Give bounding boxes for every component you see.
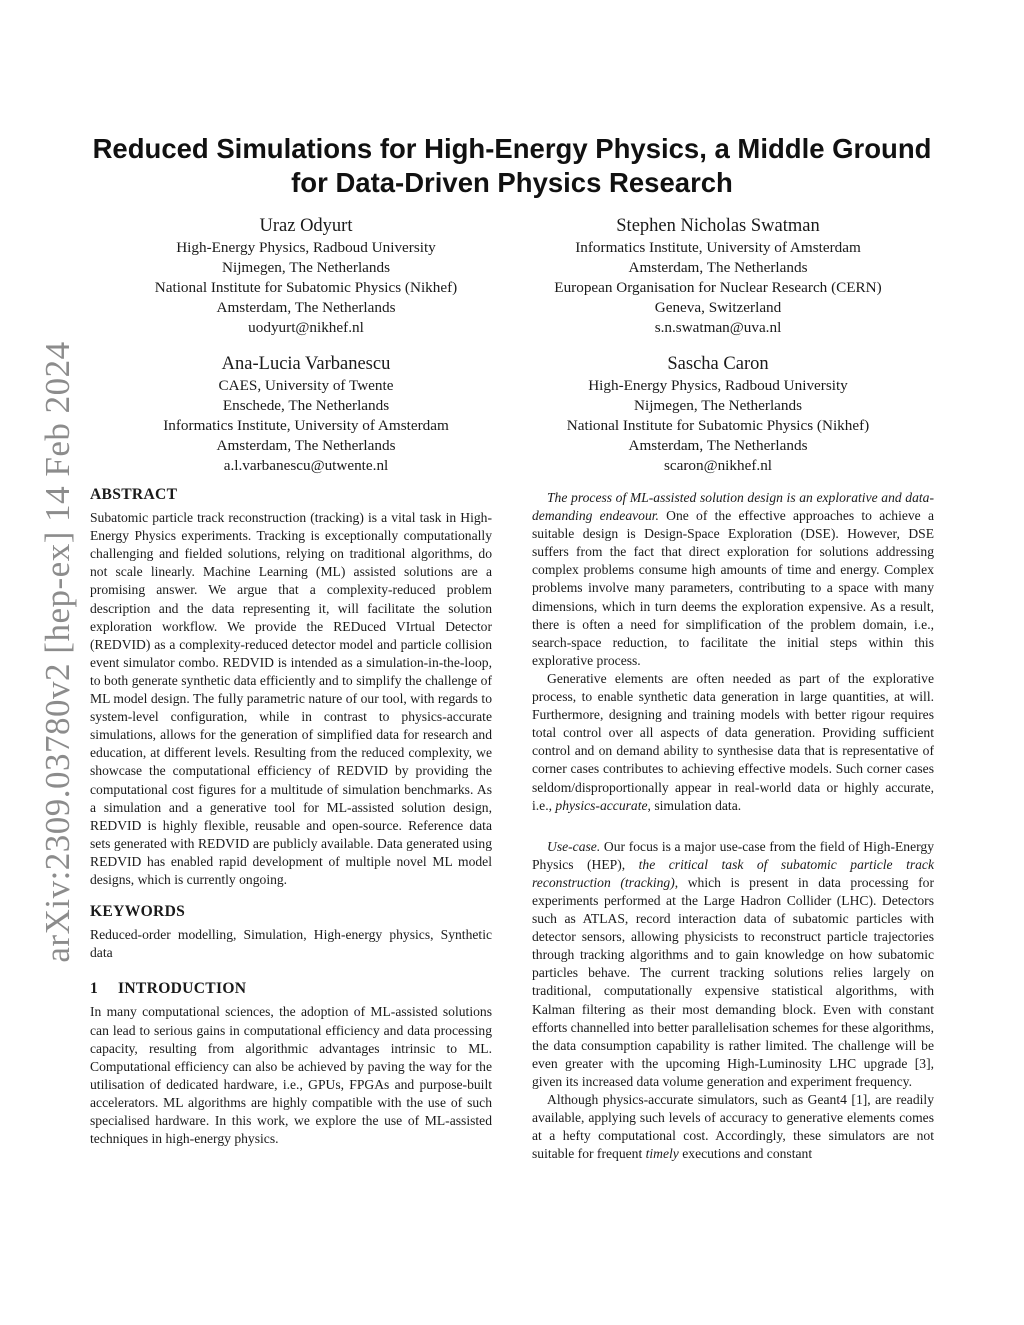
paragraph-generative xyxy=(532,670,934,815)
paragraph-text: Generative elements are often needed as part of the explorative process, to enable synthetic data generation in large quantities, at will. Furthermore, designing and training models with better rigour requires total control over all aspects of data generation. Providing sufficient control and on demand ability to synthesise data that is representative of corner cases contributes to achieving effective models. Such corner cases seldom/disproportionally appear in real-world data or highly accurate, i.e., xyxy=(532,670,934,813)
author-block-caron xyxy=(518,352,918,476)
paragraph-dse xyxy=(532,489,934,670)
author-affiliation: Informatics Institute, University of Amsterdam xyxy=(163,417,449,434)
paragraph-text: Our focus is a major use-case from the field of High-Energy Physics (HEP), xyxy=(532,838,934,872)
author-affiliation: Informatics Institute, University of Amsterdam xyxy=(575,239,861,256)
paragraph-use-case xyxy=(532,838,934,1091)
emphasis-text: physics-accurate xyxy=(555,797,648,813)
introduction-heading xyxy=(90,980,492,998)
author-affiliation: European Organisation for Nuclear Research (CERN) xyxy=(554,279,882,296)
author-affiliation: High-Energy Physics, Radboud University xyxy=(176,239,436,256)
author-location: Amsterdam, The Netherlands xyxy=(628,437,808,454)
author-email: scaron@nikhef.nl xyxy=(663,457,773,474)
paragraph-simulators xyxy=(532,1091,934,1163)
keywords-heading: KEYWORDS xyxy=(90,903,186,921)
section-number: 1 xyxy=(90,980,99,998)
author-location: Amsterdam, The Netherlands xyxy=(628,259,808,276)
paragraph-text: Although physics-accurate simulators, such as Geant4 [1], are readily available, applying such levels of accuracy to generative elements comes at a hefty computational cost. Accordingly, these simulators are not suitable for frequent xyxy=(532,1092,934,1162)
emphasis-text: The process of ML-assisted solution design is an explorative and data-demanding endeavour. xyxy=(532,490,934,524)
keywords-text: Reduced-order modelling, Simulation, High-energy physics, Synthetic data xyxy=(90,927,492,961)
author-location: Geneva, Switzerland xyxy=(654,299,782,316)
paper-title xyxy=(80,132,944,200)
author-block-varbanescu xyxy=(106,352,506,476)
title-line-2: for Data-Driven Physics Research xyxy=(291,167,733,198)
left-column xyxy=(90,486,492,1148)
abstract-text: Subatomic particle track reconstruction (tracking) is a vital task in High-Energy Physics experiments. Tracking is exceptionally computationally challenging and fielded solutions, relying on traditional algorithms, do not scale linearly. Machine Learning (ML) assisted solutions are a promising answer. We argue that a complexity-reduced problem description and the data representing it, will facilitate the solution exploration workflow. We provide the REDuced VIrtual Detector (REDVID) as a complexity-reduced detector model and particle collision event simulator combo. REDVID is intended as a simulation-in-the-loop, to both generate synthetic data efficiently and to simplify the challenge of ML model design. The fully parametric nature of our tool, with regards to system-level configuration, while in contrast to physics-accurate simulations, allows for the generation of simplified data for research and education, at different levels. Resulting from the reduced complexity, we showcase the computational efficiency of REDVID by providing the computational cost figures for a multitude of simulation benchmarks. As a simulation and a generative tool for ML-assisted solution design, REDVID is highly flexible, reusable and open-source. Reference data sets generated with REDVID are publicly available. Data generated using REDVID has enabled rapid development of multiple novel ML model designs, which is currently ongoing. xyxy=(90,510,492,887)
introduction-paragraph: In many computational sciences, the adoption of ML-assisted solutions can lead to serious gains in computational efficiency and data processing capacity, resulting from algorithmic advantages intrinsic to ML. Computational efficiency can also be achieved by paving the way for the utilisation of dedicated hardware, i.e., GPUs, FPGAs and purpose-built accelerators. ML algorithms are highly compatible with the use of such specialised hardware. In this work, we explore the use of ML-assisted techniques in high-energy physics. xyxy=(90,1004,492,1147)
author-name: Stephen Nicholas Swatman xyxy=(616,216,820,236)
arxiv-identifier: arXiv:2309.03780v2 [hep-ex] 14 Feb 2024 xyxy=(38,341,77,963)
abstract-heading: ABSTRACT xyxy=(90,486,178,503)
author-name: Sascha Caron xyxy=(667,354,769,374)
paragraph-text: , simulation data. xyxy=(647,797,742,813)
paragraph-text: One of the effective approaches to achieve a suitable design is Design-Space Exploration (DSE). However, DSE suffers from the fact that direct exploration for solutions addressing complex problems consume high amounts of time and energy. Complex problems involve many parameters, contributing to a space with many dimensions, which in turn deems the exploration expensive. As a result, there is often a need for simplification of the problem domain, i.e., search-space reduction, to facilitate the initial steps within this explorative process. xyxy=(532,508,934,668)
emphasis-text: the critical task of subatomic particle track reconstruction (tracking) xyxy=(532,856,934,890)
author-location: Enschede, The Netherlands xyxy=(222,397,390,414)
author-location: Amsterdam, The Netherlands xyxy=(216,299,396,316)
paragraph-text: , which is present in data processing for experiments performed at the Large Hadron Collider (LHC). Detectors such as ATLAS, record interaction data of subatomic particles with detector sensors, allowing physicists to reconstruct particle trajectories through tracking algorithms and to gain knowledge on how subatomic particles behave. The current tracking solutions relies largely on traditional, computationally expensive statistical algorithms, with Kalman filtering as their most demanding block. Even with constant efforts channelled into better parallelisation schemes for these algorithms, the data consumption capability is rather limited. The challenge will be even greater with the upcoming High-Luminosity LHC upgrade [3], given its increased data volume generation and experiment frequency. xyxy=(532,874,934,1089)
emphasis-text: timely xyxy=(645,1146,679,1162)
author-email: s.n.swatman@uva.nl xyxy=(654,319,782,336)
author-affiliation: National Institute for Subatomic Physics (Nikhef) xyxy=(566,417,870,434)
author-affiliation: High-Energy Physics, Radboud University xyxy=(588,377,848,394)
author-name: Ana-Lucia Varbanescu xyxy=(221,354,391,374)
section-title: INTRODUCTION xyxy=(118,980,247,998)
right-column xyxy=(532,489,934,1163)
author-block-odyurt xyxy=(106,214,506,338)
author-affiliation: CAES, University of Twente xyxy=(218,377,394,394)
author-block-swatman xyxy=(518,214,918,338)
author-name: Uraz Odyurt xyxy=(259,216,353,236)
author-email: a.l.varbanescu@utwente.nl xyxy=(223,457,389,474)
author-location: Amsterdam, The Netherlands xyxy=(216,437,396,454)
use-case-label: Use-case. xyxy=(547,838,601,854)
author-location: Nijmegen, The Netherlands xyxy=(634,397,802,414)
author-affiliation: National Institute for Subatomic Physics (Nikhef) xyxy=(154,279,458,296)
author-location: Nijmegen, The Netherlands xyxy=(222,259,390,276)
paragraph-text: executions and constant xyxy=(678,1146,813,1162)
title-line-1: Reduced Simulations for High-Energy Physics, a Middle Ground xyxy=(92,133,932,164)
author-email: uodyurt@nikhef.nl xyxy=(248,319,364,336)
